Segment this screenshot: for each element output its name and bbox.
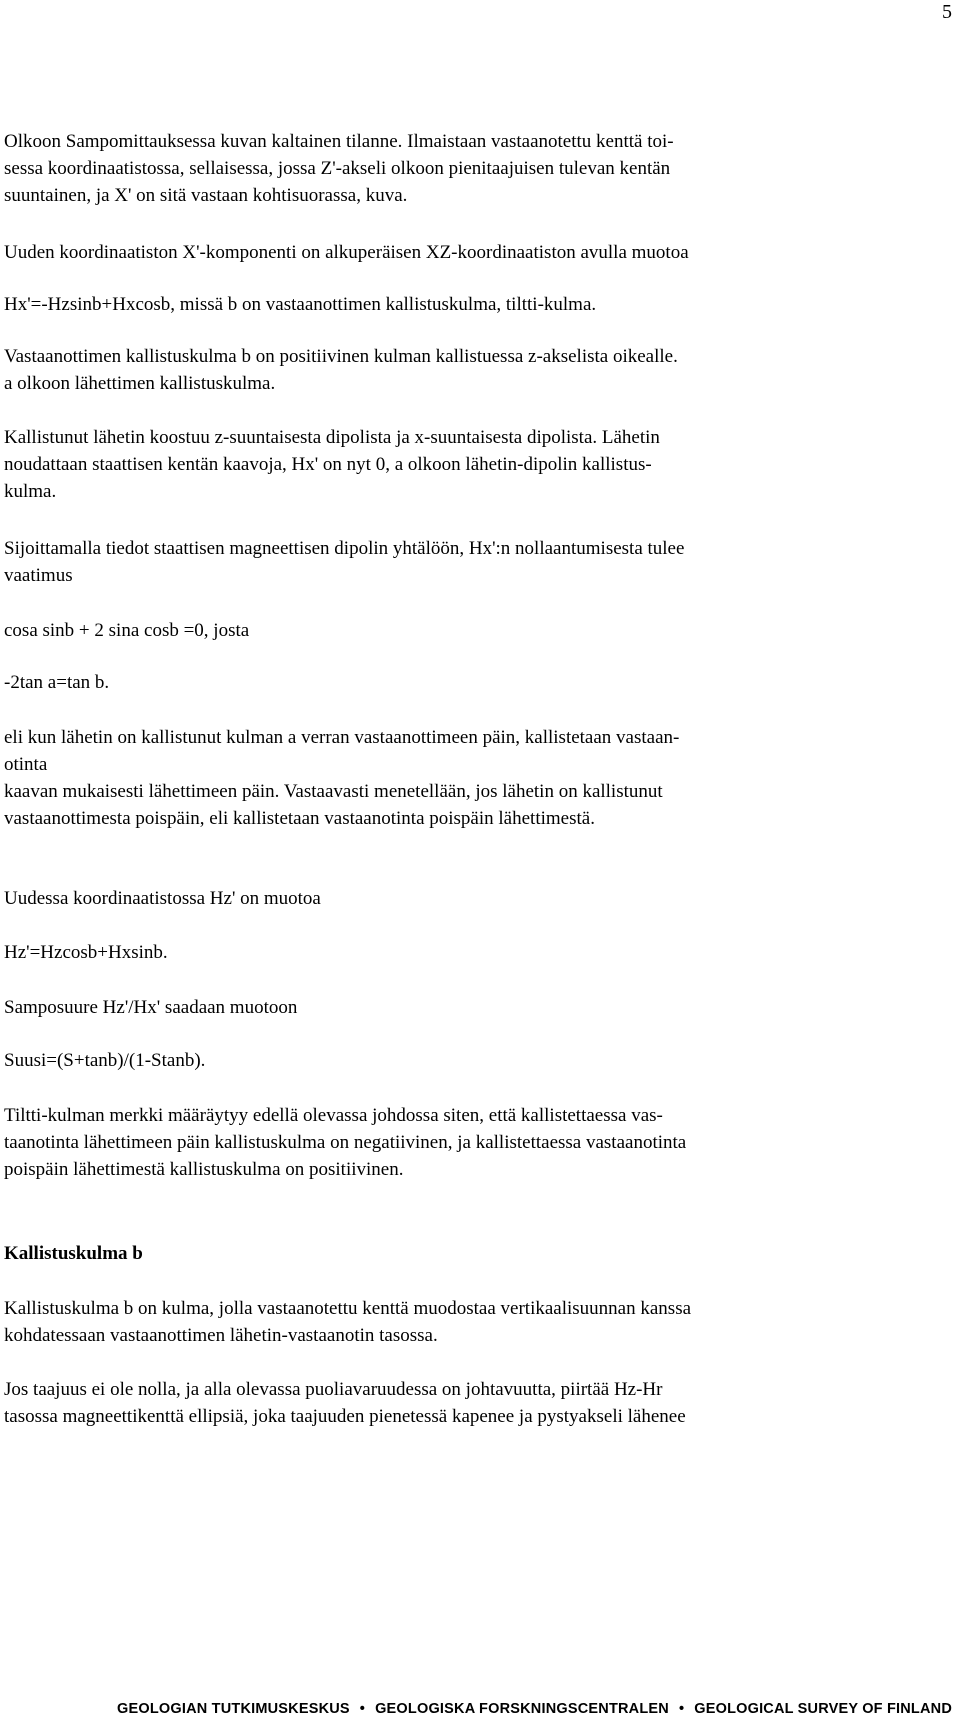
footer-org-sv: GEOLOGISKA FORSKNINGSCENTRALEN [375, 1701, 669, 1717]
formula-line: Hz'=Hzcosb+Hxsinb. [4, 942, 168, 963]
text-line: Uuden koordinaatiston X'-komponenti on alkuperäisen XZ-koordinaatiston avulla muotoa [4, 242, 689, 263]
text-line: Kallistunut lähetin koostuu z-suuntaisesta dipolista ja x-suuntaisesta dipolista. Lähetin [4, 427, 660, 448]
text-line: eli kun lähetin on kallistunut kulman a verran vastaanottimeen päin, kallistetaan vastaan- [4, 727, 680, 748]
text-line: Jos taajuus ei ole nolla, ja alla olevassa puoliavaruudessa on johtavuutta, piirtää Hz-Hr [4, 1379, 663, 1400]
text-line: tasossa magneettikenttä ellipsiä, joka taajuuden pienetessä kapenee ja pystyakseli lähenee [4, 1406, 686, 1427]
text-line: Kallistuskulma b on kulma, jolla vastaanotettu kenttä muodostaa vertikaalisuunnan kanssa [4, 1298, 692, 1319]
text-line: kohdatessaan vastaanottimen lähetin-vastaanotin tasossa. [4, 1325, 438, 1346]
section-heading: Kallistuskulma b [4, 1243, 143, 1264]
text-line: vaatimus [4, 565, 73, 586]
text-line: taanotinta lähettimeen päin kallistuskulma on negatiivinen, ja kallistettaessa vastaanotinta [4, 1132, 687, 1153]
text-line: noudattaan staattisen kentän kaavoja, Hx' on nyt 0, a olkoon lähetin-dipolin kallistus- [4, 454, 652, 475]
footer-org-fi: GEOLOGIAN TUTKIMUSKESKUS [117, 1701, 350, 1717]
publisher-footer [117, 1700, 952, 1718]
footer-separator: • [359, 1701, 366, 1717]
text-line: Uudessa koordinaatistossa Hz' on muotoa [4, 888, 321, 909]
text-line: suuntainen, ja X' on sitä vastaan kohtisuorassa, kuva. [4, 185, 408, 206]
footer-org-en: GEOLOGICAL SURVEY OF FINLAND [694, 1701, 952, 1717]
text-line: Olkoon Sampomittauksessa kuvan kaltainen tilanne. Ilmaistaan vastaanotettu kenttä toi- [4, 131, 674, 152]
text-line: vastaanottimesta poispäin, eli kallistetaan vastaanotinta poispäin lähettimestä. [4, 808, 595, 829]
formula-line: Suusi=(S+tanb)/(1-Stanb). [4, 1050, 206, 1071]
text-line: Tiltti-kulman merkki määräytyy edellä olevassa johdossa siten, että kallistettaessa vas- [4, 1105, 663, 1126]
text-line: sessa koordinaatistossa, sellaisessa, jossa Z'-akseli olkoon pienitaajuisen tulevan kentän [4, 158, 671, 179]
text-line: kulma. [4, 481, 57, 502]
text-line: otinta [4, 754, 48, 775]
footer-separator: • [678, 1701, 685, 1717]
formula-line: cosa sinb + 2 sina cosb =0, josta [4, 620, 250, 641]
text-line: poispäin lähettimestä kallistuskulma on positiivinen. [4, 1159, 404, 1180]
text-line: kaavan mukaisesti lähettimeen päin. Vastaavasti menetellään, jos lähetin on kallistunut [4, 781, 663, 802]
formula-line: Hx'=-Hzsinb+Hxcosb, missä b on vastaanottimen kallistuskulma, tiltti-kulma. [4, 294, 597, 315]
text-line: Vastaanottimen kallistuskulma b on positiivinen kulman kallistuessa z-akselista oikealle. [4, 346, 678, 367]
formula-line: -2tan a=tan b. [4, 672, 110, 693]
page-number: 5 [942, 1, 952, 23]
text-line: a olkoon lähettimen kallistuskulma. [4, 373, 276, 394]
text-line: Sijoittamalla tiedot staattisen magneettisen dipolin yhtälöön, Hx':n nollaantumisesta tulee [4, 538, 685, 559]
text-line: Samposuure Hz'/Hx' saadaan muotoon [4, 997, 298, 1018]
